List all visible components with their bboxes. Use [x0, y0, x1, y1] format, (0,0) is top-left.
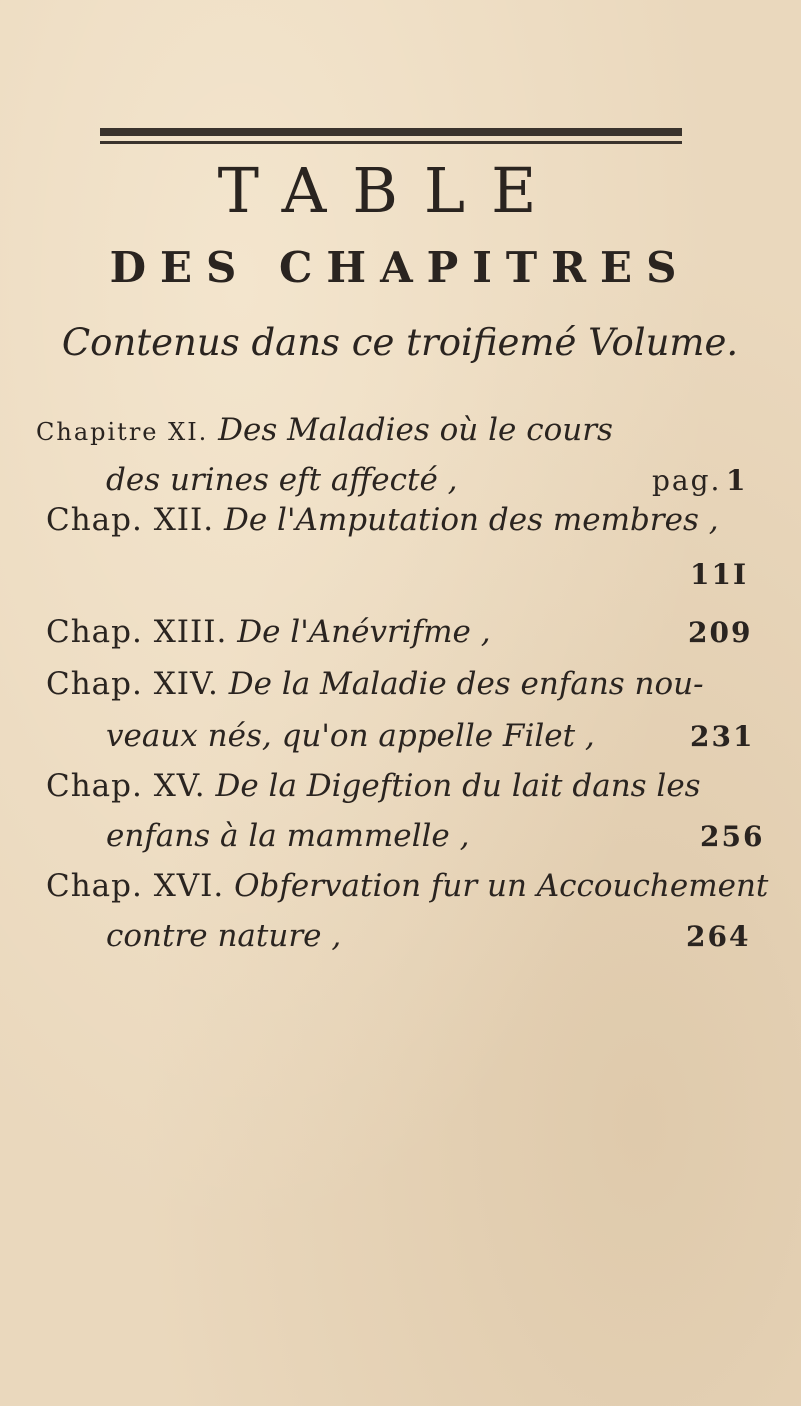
chapter-label: Chap. XIV.: [46, 666, 219, 702]
header-rule-thin: [100, 141, 682, 144]
entry-text-line-1: De la Maladie des enfans nou-: [228, 666, 704, 702]
entry-text-line-1: De l'Amputation des membres ,: [224, 502, 719, 538]
page-number: 264: [686, 920, 751, 953]
entry-text-line-1: De la Digeftion du lait dans les: [215, 768, 701, 804]
entry-text-line-1: Obfervation fur un Accouchement: [234, 868, 769, 904]
page-number: 231: [690, 720, 755, 753]
entry-text-line-2: enfans à la mammelle ,: [106, 818, 470, 854]
entry-text-line-2: veaux nés, qu'on appelle Filet ,: [106, 718, 595, 754]
entry-text-line-1: De l'Anévrifme ,: [237, 614, 491, 650]
page-number: 256: [700, 820, 765, 853]
page-number: 209: [688, 616, 753, 649]
page-number: 11I: [690, 558, 749, 591]
page-caption: Contenus dans ce troifiemé Volume.: [61, 321, 739, 364]
page-subtitle: DES CHAPITRES: [109, 243, 691, 292]
chapter-label: Chapitre XI.: [36, 418, 209, 446]
chapter-label: Chap. XII.: [46, 502, 215, 538]
entry-text-line-1: Des Maladies où le cours: [218, 412, 613, 448]
page-title: TABLE: [217, 154, 563, 227]
entry-text-line-2: contre nature ,: [106, 918, 342, 954]
header-rule-thick: [100, 128, 682, 136]
chapter-label: Chap. XV.: [46, 768, 206, 804]
chapter-label: Chap. XVI.: [46, 868, 225, 904]
page-prefix: pag.: [652, 464, 722, 497]
page-number: 1: [726, 464, 748, 497]
chapter-label: Chap. XIII.: [46, 614, 228, 650]
entry-text-line-2: des urines eft affecté ,: [106, 462, 458, 498]
